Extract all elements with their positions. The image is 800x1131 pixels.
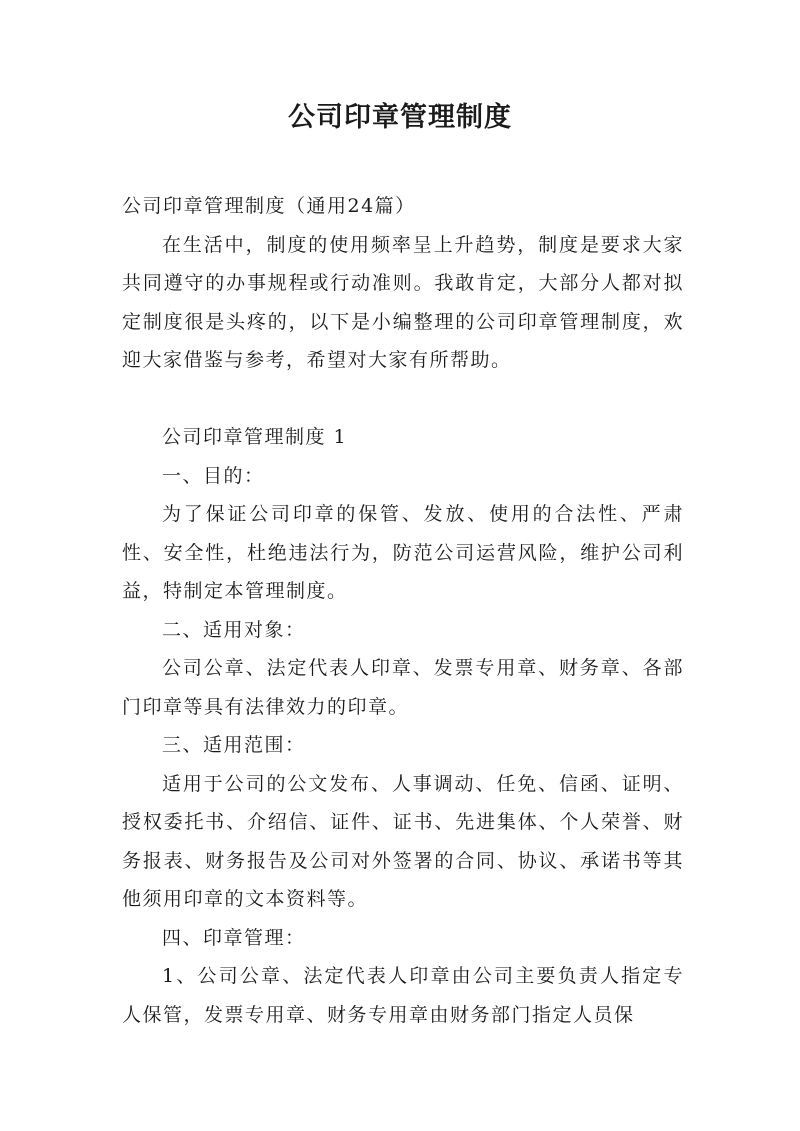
paragraph-applicable-scope: 适用于公司的公文发布、人事调动、任免、信函、证明、授权委托书、介绍信、证件、证书、先进集体、个人荣誉、财务报表、财务报告及公司对外签署的合同、协议、承诺书等其他须用印章的文本资料等。 bbox=[122, 772, 684, 910]
heading-applicable-scope: 三、适用范围： bbox=[162, 734, 306, 756]
heading-purpose: 一、目的： bbox=[162, 464, 265, 487]
paragraph-seal-management: 1、公司公章、法定代表人印章由公司主要负责人指定专人保管，发票专用章、财务专用章由财务部门指定人员保 bbox=[122, 965, 684, 1026]
document-body bbox=[122, 187, 684, 1034]
paragraph-applicable-objects: 公司公章、法定代表人印章、发票专用章、财务章、各部门印章等具有法律效力的印章。 bbox=[122, 657, 684, 718]
paragraph-spacer bbox=[122, 380, 684, 419]
intro-paragraph: 在生活中，制度的使用频率呈上升趋势，制度是要求大家共同遵守的办事规程或行动准则。我敢肯定，大部分人都对拟定制度很是头疼的，以下是小编整理的公司印章管理制度，欢迎大家借鉴与参考，希望对大家有所帮助。 bbox=[122, 233, 684, 371]
heading-applicable-objects: 二、适用对象： bbox=[162, 618, 306, 641]
document-subtitle: 公司印章管理制度（通用24篇） bbox=[122, 195, 416, 217]
document-title: 公司印章管理制度 bbox=[288, 102, 512, 133]
section-heading: 公司印章管理制度 1 bbox=[162, 426, 348, 448]
paragraph-purpose: 为了保证公司印章的保管、发放、使用的合法性、严肃性、安全性，杜绝违法行为，防范公司运营风险，维护公司利益，特制定本管理制度。 bbox=[122, 503, 684, 602]
heading-seal-management: 四、印章管理： bbox=[162, 926, 306, 949]
